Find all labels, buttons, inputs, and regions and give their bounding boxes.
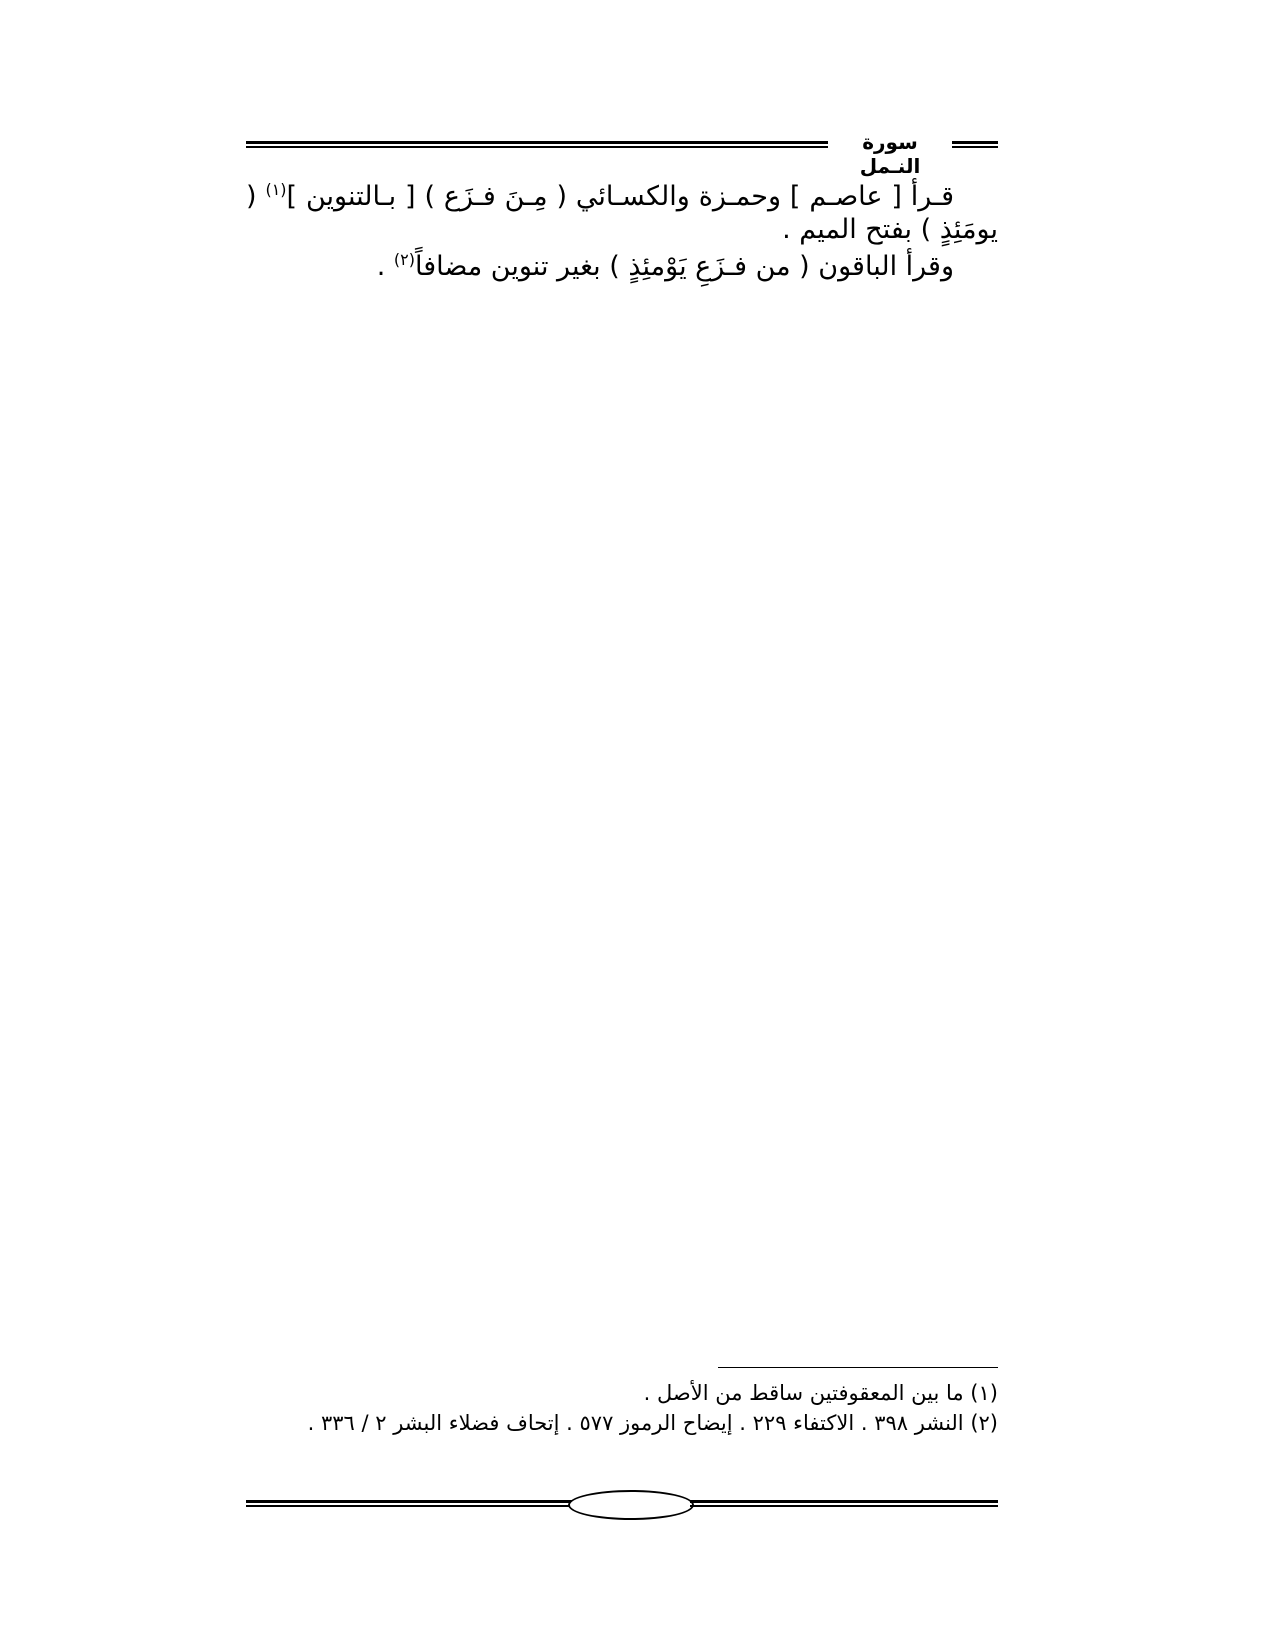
footnote-ref-1[interactable]: (١)	[265, 180, 287, 199]
footnote-ref-2[interactable]: (٢)	[393, 250, 415, 269]
header-rule-right	[952, 141, 998, 149]
paragraph-1-text: قـرأ [ عاصـم ] وحمـزة والكسـائي ( مِـنَ فـزَع ) [ بـالتنوين ]	[286, 181, 954, 212]
footnote-2: (٢) النشر ٣٩٨ . الاكتفاء ٢٢٩ . إيضاح الرموز ٥٧٧ . إتحاف فضلاء البشر ٢ / ٣٣٦ .	[307, 1411, 998, 1435]
footnote-1: (١) ما بين المعقوفتين ساقط من الأصل .	[643, 1381, 998, 1405]
footnotes	[246, 1378, 998, 1438]
footer-rule-left	[246, 1500, 576, 1508]
footer-rule-right	[690, 1500, 998, 1508]
paragraph-1	[246, 180, 998, 246]
page-footer	[246, 1490, 998, 1520]
paragraph-2-text-after: .	[376, 251, 394, 282]
surah-title: سورة النـمل	[859, 130, 921, 178]
main-text	[246, 180, 998, 283]
paragraph-2-text: وقرأ الباقون ( من فـزَعِ يَوْمئِذٍ ) بغير تنوين مضافاً	[414, 251, 954, 282]
paragraph-1-text-after: ( يومَئِذٍ ) بفتح الميم .	[246, 181, 998, 245]
page-header	[246, 128, 998, 178]
footnote-separator	[718, 1367, 998, 1368]
paragraph-2	[246, 250, 998, 283]
page-number-oval	[568, 1490, 694, 1520]
header-rule-left	[246, 141, 828, 149]
